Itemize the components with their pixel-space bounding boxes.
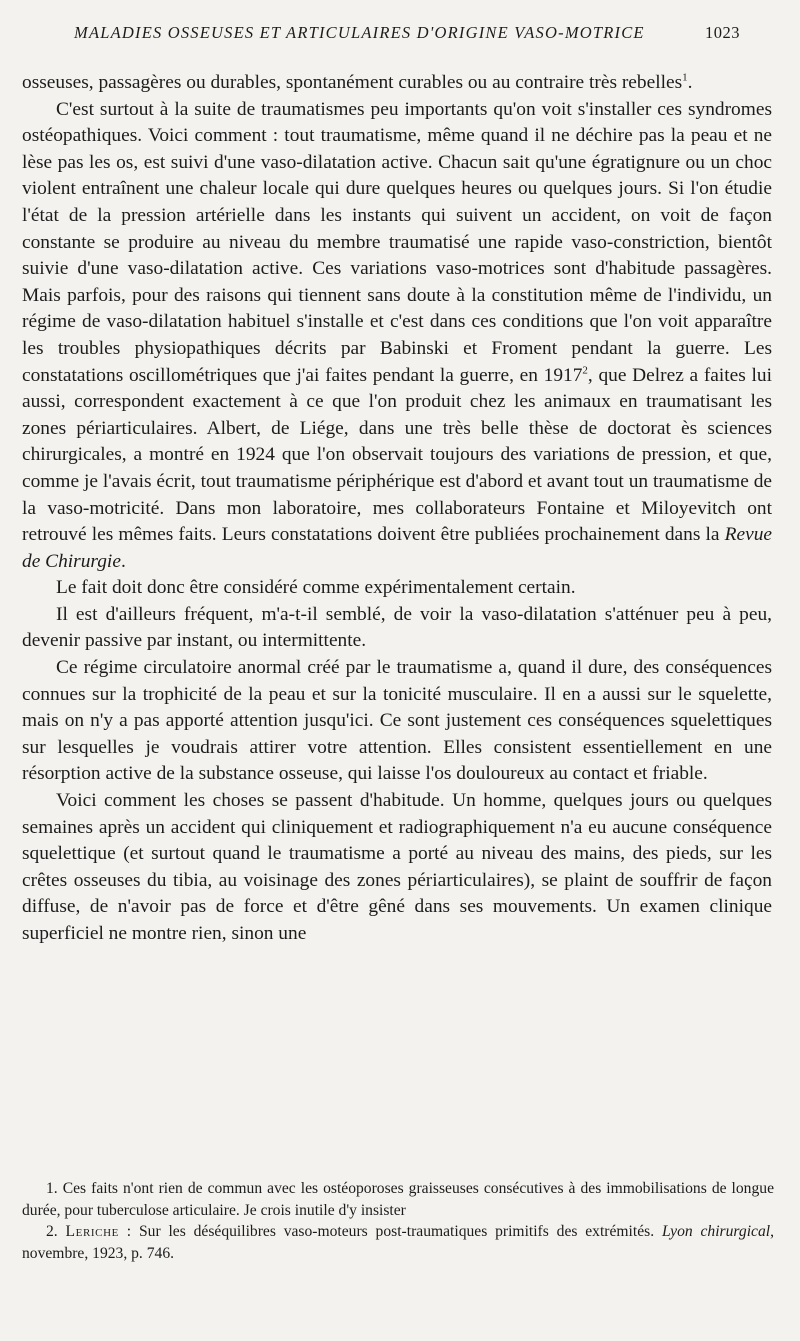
journal-title: Revue de Chirurgie: [22, 524, 772, 572]
page-number: 1023: [705, 23, 740, 42]
footnote-author: Leriche: [65, 1223, 119, 1240]
main-text: [22, 70, 772, 948]
running-header: [0, 20, 800, 46]
footnote-number: 2.: [46, 1223, 58, 1240]
paragraph: C'est surtout à la suite de traumatismes peu importants qu'on voit s'installer ces syndromes ostéopathiques. Voici comment : tout traumatisme, même quand il ne déchire pas la peau et ne lèse pas les os, est suivi d'une vaso-dilatation active. Chacun sait qu'une égratignure ou un choc violent entraînent une chaleur locale qui dure quelques heures ou quelques jours. Si l'on étudie l'état de la pression artérielle dans les instants qui suivent un accident, on voit de façon constante se produire au niveau du membre traumatisé une rapide vaso-constriction, bientôt suivie d'une vaso-dilatation active. Ces variations vaso-motrices sont d'habitude passagères. Mais parfois, pour des raisons qui tiennent sans doute à la constitution même de l'individu, un régime de vaso-dilatation habituel s'installe et c'est dans ces conditions que l'on voit apparaître les troubles physiopathiques décrits par Babinski et Froment pendant la guerre. Les constatations oscillométriques que j'ai faites pendant la guerre, en 1917$^2$, que Delrez a faites lui aussi, correspondent exactement à ce que l'on produit chez les animaux en traumatisant les zones périarticulaires. Albert, de Liége, dans une très belle thèse de doctorat ès sciences chirurgicales, a montré en 1924 que l'on observait toujours des variations de pression, et que, comme je l'avais écrit, tout traumatisme périphérique est d'abord et avant tout un traumatisme de la vaso-motricité. Dans mon laboratoire, mes collaborateurs Fontaine et Miloyevitch ont retrouvé les mêmes faits. Leurs constatations doivent être publiées prochainement dans la Revue de Chirurgie.: [22, 98, 772, 572]
running-title: MALADIES OSSEUSES ET ARTICULAIRES D'ORIGINE VASO-MOTRICE: [74, 23, 645, 42]
paragraph: Ce régime circulatoire anormal créé par le traumatisme a, quand il dure, des conséquences connues sur la trophicité de la peau et sur la tonicité musculaire. Il en a aussi sur le squelette, mais on n'y a pas apporté attention jusqu'ici. Ce sont justement ces conséquences squelettiques sur lesquelles je voudrais attirer votre attention. Elles consistent essentiellement en une résorption active de la substance osseuse, qui laisse l'os douloureux au contact et friable.: [22, 657, 772, 785]
footnote-journal: Lyon chirurgical: [661, 1223, 771, 1240]
footnote: 2. Leriche : Sur les déséquilibres vaso-moteurs post-traumatiques primitifs des extrémités. Lyon chirurgical, novembre, 1923, p. 746.: [22, 1223, 774, 1262]
paragraph: Il est d'ailleurs fréquent, m'a-t-il semblé, de voir la vaso-dilatation s'atténuer peu à peu, devenir passive par instant, ou intermittente.: [22, 603, 772, 652]
footnote-ref: 1: [682, 71, 688, 84]
footnote: 1. Ces faits n'ont rien de commun avec les ostéoporoses graisseuses consécutives à des immobilisations de longue durée, pour tuberculose articulaire. Je crois inutile d'y insister: [22, 1180, 774, 1219]
footnotes: [22, 1178, 774, 1264]
paragraph: Le fait doit donc être considéré comme expérimentalement certain.: [56, 577, 576, 599]
paragraph: Voici comment les choses se passent d'habitude. Un homme, quelques jours ou quelques semaines après un accident qui cliniquement et radiographiquement n'a eu aucune conséquence squelettique (et surtout quand le traumatisme a porté au niveau des mains, des pieds, sur les crêtes osseuses du tibia, au voisinage des zones périarticulaires), se plaint de souffrir de façon diffuse, de n'avoir pas de force et d'être gêné dans ses mouvements. Un examen clinique superficiel ne montre rien, sinon une: [22, 790, 772, 944]
footnote-ref: 2: [582, 364, 588, 377]
paragraph: osseuses, passagères ou durables, spontanément curables ou au contraire très rebelles$^1$.: [22, 71, 693, 93]
footnote-number: 1.: [46, 1180, 58, 1197]
